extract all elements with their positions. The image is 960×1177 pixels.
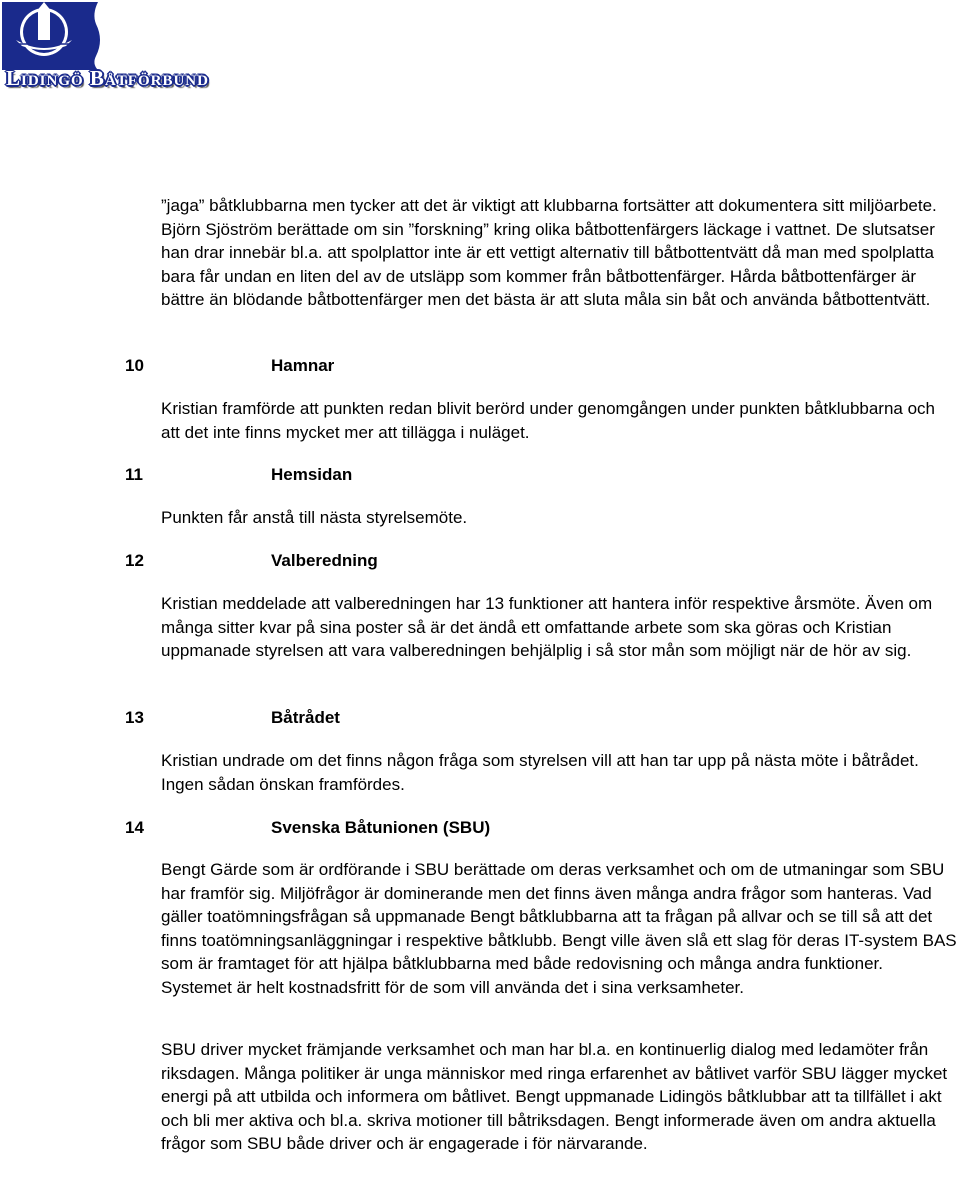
club-logo [0, 0, 268, 98]
section-paragraph: Kristian framförde att punkten redan blivit berörd under genomgången under punkten båtklubbarna och att det inte finns mycket mer att tillägga i nuläget. [161, 399, 936, 442]
section-paragraph: SBU driver mycket främjande verksamhet och man har bl.a. en kontinuerlig dialog med ledamöter från riksdagen. Många politiker är unga människor med ringa erfarenhet av båtlivet varför SBU lägger mycket energi på att utbilda och informera om båtlivet. Bengt uppmanade Lidingös båtklubbar att ta tillfället i akt och bli mer aktiva och bl.a. skriva motioner till båtriksdagen. Bengt informerade även om andra aktuella frågor som SBU både driver och är engagerade i för närvarande. [161, 1040, 948, 1154]
section-title: Båtrådet [271, 708, 340, 727]
section-title: Hemsidan [271, 465, 353, 484]
intro-paragraph: ”jaga” båtklubbarna men tycker att det är viktigt att klubbarna fortsätter att dokumentera sitt miljöarbete. Björn Sjöström berättade om sin ”forskning” kring olika båtbottenfärgers läckage i vattnet. De slutsatser han drar innebär bl.a. att spolplattor inte är ett vettigt alternativ till båtbottentvätt då man med spolplatta bara får undan en liten del av de utsläpp som kommer från båtbottenfärger. Hårda båtbottenfärger är bättre än blödande båtbottenfärger men det bästa är att sluta måla sin båt och använda båtbottentvätt. [161, 196, 937, 310]
section-number: 11 [125, 465, 143, 484]
section-paragraph: Kristian meddelade att valberedningen har 13 funktioner att hantera inför respektive årsmöte. Även om många sitter kvar på sina poster så är det ändå ett omfattande arbete som ska göras och Kristian uppmanade styrelsen att vara valberedningen behjälplig i så stor mån som möjligt när de hör av sig. [161, 594, 933, 661]
section-paragraph: Bengt Gärde som är ordförande i SBU berättade om deras verksamhet och om de utmaningar som SBU har framför sig. Miljöfrågor är dominerande men det finns även många andra frågor som hanteras. Vad gäller toatömningsfrågan så uppmanade Bengt båtklubbarna att ta frågan på allvar och se till så att det finns toatömningsanläggningar i respektive båtklubb. Bengt ville även slå ett slag för deras IT-system BAS som är framtaget för att hjälpa båtklubbarna med både redovisning och många andra funktioner. Systemet är helt kostnadsfritt för de som vill använda det i sina verksamheter. [161, 860, 957, 997]
section-paragraph: Kristian undrade om det finns någon fråga som styrelsen vill att han tar upp på nästa möte i båtrådet. Ingen sådan önskan framfördes. [161, 751, 919, 794]
section-number: 14 [125, 818, 144, 837]
logo-text: Lidingö Båtförbund [6, 66, 209, 90]
section-number: 10 [125, 356, 144, 375]
section-number: 13 [125, 708, 144, 727]
section-paragraph: Punkten får anstå till nästa styrelsemöte. [161, 508, 468, 527]
section-title: Svenska Båtunionen (SBU) [271, 818, 491, 837]
section-title: Valberedning [271, 551, 378, 570]
section-number: 12 [125, 551, 144, 570]
section-title: Hamnar [271, 356, 335, 375]
